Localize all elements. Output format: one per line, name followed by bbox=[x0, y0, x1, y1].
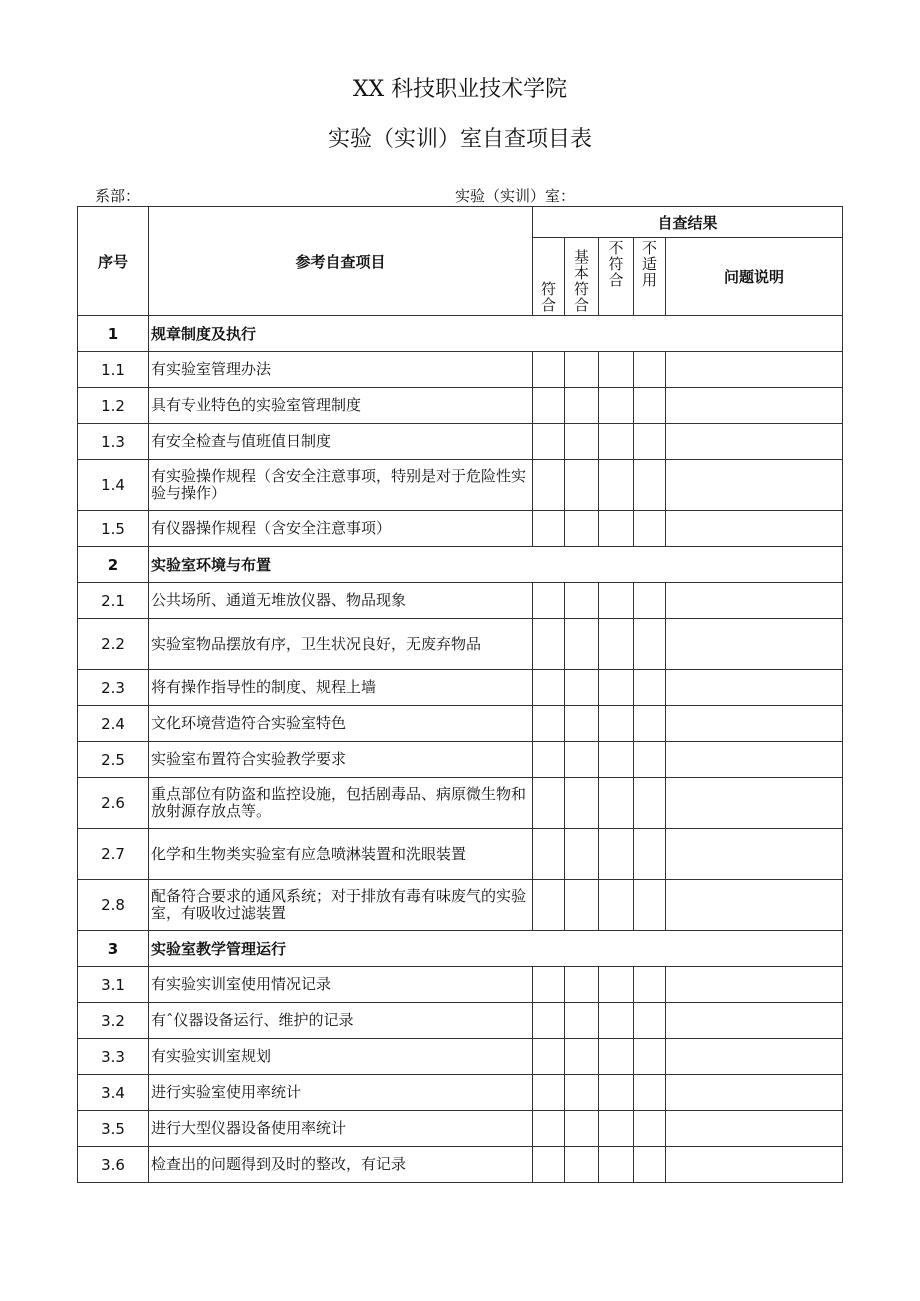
basic-conform-cell[interactable] bbox=[565, 742, 599, 778]
section-title: 实验室教学管理运行 bbox=[149, 931, 843, 967]
nonconform-cell[interactable] bbox=[599, 670, 634, 706]
item-number: 3.2 bbox=[78, 1003, 149, 1039]
basic-conform-cell[interactable] bbox=[565, 1075, 599, 1111]
item-number: 3.3 bbox=[78, 1039, 149, 1075]
table-row bbox=[78, 583, 843, 619]
nonconform-cell[interactable] bbox=[599, 460, 634, 511]
table-row bbox=[78, 670, 843, 706]
conform-cell[interactable] bbox=[533, 880, 565, 931]
nonconform-cell[interactable] bbox=[599, 829, 634, 880]
nonconform-cell[interactable] bbox=[599, 742, 634, 778]
item-number: 3.6 bbox=[78, 1147, 149, 1183]
conform-cell[interactable] bbox=[533, 706, 565, 742]
not-applicable-cell[interactable] bbox=[634, 1111, 666, 1147]
section-title: 实验室环境与布置 bbox=[149, 547, 843, 583]
not-applicable-cell[interactable] bbox=[634, 583, 666, 619]
not-applicable-cell[interactable] bbox=[634, 388, 666, 424]
table-row bbox=[78, 1003, 843, 1039]
conform-cell[interactable] bbox=[533, 1039, 565, 1075]
not-applicable-cell[interactable] bbox=[634, 1075, 666, 1111]
self-check-table bbox=[77, 206, 843, 1183]
section-row bbox=[78, 931, 843, 967]
basic-conform-cell[interactable] bbox=[565, 1147, 599, 1183]
conform-cell[interactable] bbox=[533, 583, 565, 619]
basic-conform-cell[interactable] bbox=[565, 829, 599, 880]
section-number: 3 bbox=[78, 931, 149, 967]
item-number: 2.3 bbox=[78, 670, 149, 706]
nonconform-cell[interactable] bbox=[599, 967, 634, 1003]
not-applicable-header: 不适用 bbox=[634, 238, 666, 316]
item-number: 1.2 bbox=[78, 388, 149, 424]
note-cell[interactable] bbox=[666, 1147, 843, 1183]
table-row bbox=[78, 829, 843, 880]
note-cell[interactable] bbox=[666, 880, 843, 931]
nonconform-cell[interactable] bbox=[599, 352, 634, 388]
conform-cell[interactable] bbox=[533, 352, 565, 388]
item-number: 1.4 bbox=[78, 460, 149, 511]
not-applicable-cell[interactable] bbox=[634, 511, 666, 547]
form-title: 实验（实训）室自查项目表 bbox=[327, 127, 592, 152]
not-applicable-cell[interactable] bbox=[634, 1147, 666, 1183]
item-text: 重点部位有防盗和监控设施，包括剧毒品、病原微生物和放射源存放点等。 bbox=[149, 778, 533, 829]
item-text: 配备符合要求的通风系统；对于排放有毒有味废气的实验室，有吸收过滤装置 bbox=[149, 880, 533, 931]
table-row bbox=[78, 1111, 843, 1147]
table-row bbox=[78, 967, 843, 1003]
nonconform-cell[interactable] bbox=[599, 1039, 634, 1075]
conform-cell[interactable] bbox=[533, 424, 565, 460]
nonconform-header: 不符合 bbox=[599, 238, 634, 316]
not-applicable-cell[interactable] bbox=[634, 742, 666, 778]
note-cell[interactable] bbox=[666, 706, 843, 742]
table-row bbox=[78, 742, 843, 778]
item-text: 有实验室管理办法 bbox=[149, 352, 533, 388]
conform-cell[interactable] bbox=[533, 670, 565, 706]
conform-cell[interactable] bbox=[533, 619, 565, 670]
item-number: 2.7 bbox=[78, 829, 149, 880]
note-cell[interactable] bbox=[666, 460, 843, 511]
item-number: 3.1 bbox=[78, 967, 149, 1003]
item-text: 公共场所、通道无堆放仪器、物品现象 bbox=[149, 583, 533, 619]
section-number: 2 bbox=[78, 547, 149, 583]
school-name: XX 科技职业技术学院 bbox=[352, 77, 568, 102]
basic-conform-cell[interactable] bbox=[565, 670, 599, 706]
note-cell[interactable] bbox=[666, 829, 843, 880]
not-applicable-cell[interactable] bbox=[634, 424, 666, 460]
basic-conform-cell[interactable] bbox=[565, 424, 599, 460]
item-number: 2.4 bbox=[78, 706, 149, 742]
section-number: 1 bbox=[78, 316, 149, 352]
nonconform-cell[interactable] bbox=[599, 1111, 634, 1147]
not-applicable-cell[interactable] bbox=[634, 829, 666, 880]
department-label: 系部： bbox=[95, 187, 141, 205]
conform-cell[interactable] bbox=[533, 1075, 565, 1111]
table-row bbox=[78, 778, 843, 829]
note-cell[interactable] bbox=[666, 583, 843, 619]
conform-cell[interactable] bbox=[533, 460, 565, 511]
item-number: 2.1 bbox=[78, 583, 149, 619]
item-number: 1.5 bbox=[78, 511, 149, 547]
basic-conform-cell[interactable] bbox=[565, 388, 599, 424]
nonconform-cell[interactable] bbox=[599, 1147, 634, 1183]
item-text: 实验室布置符合实验教学要求 bbox=[149, 742, 533, 778]
note-cell[interactable] bbox=[666, 1111, 843, 1147]
item-number: 2.8 bbox=[78, 880, 149, 931]
basic-conform-cell[interactable] bbox=[565, 352, 599, 388]
item-number: 2.2 bbox=[78, 619, 149, 670]
basic-conform-cell[interactable] bbox=[565, 619, 599, 670]
not-applicable-cell[interactable] bbox=[634, 1039, 666, 1075]
nonconform-cell[interactable] bbox=[599, 583, 634, 619]
item-text: 文化环境营造符合实验室特色 bbox=[149, 706, 533, 742]
section-row bbox=[78, 316, 843, 352]
nonconform-cell[interactable] bbox=[599, 706, 634, 742]
result-group-header: 自查结果 bbox=[533, 207, 843, 238]
item-text: 有实验实训室使用情况记录 bbox=[149, 967, 533, 1003]
item-text: 实验室物品摆放有序，卫生状况良好，无废弃物品 bbox=[149, 619, 533, 670]
nonconform-cell[interactable] bbox=[599, 1003, 634, 1039]
item-text: 进行实验室使用率统计 bbox=[149, 1075, 533, 1111]
item-text: 有实验操作规程（含安全注意事项，特别是对于危险性实验与操作） bbox=[149, 460, 533, 511]
nonconform-cell[interactable] bbox=[599, 619, 634, 670]
conform-cell[interactable] bbox=[533, 778, 565, 829]
item-number: 1.3 bbox=[78, 424, 149, 460]
note-cell[interactable] bbox=[666, 1003, 843, 1039]
item-text: 有安全检查与值班值日制度 bbox=[149, 424, 533, 460]
note-header: 问题说明 bbox=[666, 238, 843, 316]
item-text: 有ˆ仪器设备运行、维护的记录 bbox=[149, 1003, 533, 1039]
section-title: 规章制度及执行 bbox=[149, 316, 843, 352]
conform-cell[interactable] bbox=[533, 1003, 565, 1039]
basic-conform-cell[interactable] bbox=[565, 778, 599, 829]
conform-header: 符合 bbox=[533, 238, 565, 316]
item-number: 3.5 bbox=[78, 1111, 149, 1147]
table-row bbox=[78, 388, 843, 424]
nonconform-cell[interactable] bbox=[599, 778, 634, 829]
basic-conform-cell[interactable] bbox=[565, 583, 599, 619]
seq-header: 序号 bbox=[78, 207, 149, 316]
conform-cell[interactable] bbox=[533, 1147, 565, 1183]
conform-cell[interactable] bbox=[533, 1111, 565, 1147]
not-applicable-cell[interactable] bbox=[634, 967, 666, 1003]
lab-label: 实验（实训）室： bbox=[455, 187, 576, 205]
item-text: 有实验实训室规划 bbox=[149, 1039, 533, 1075]
conform-cell[interactable] bbox=[533, 388, 565, 424]
table-row bbox=[78, 880, 843, 931]
basic-conform-cell[interactable] bbox=[565, 967, 599, 1003]
table-row bbox=[78, 511, 843, 547]
note-cell[interactable] bbox=[666, 1075, 843, 1111]
table-row bbox=[78, 1147, 843, 1183]
item-header: 参考自查项目 bbox=[149, 207, 533, 316]
table-row bbox=[78, 706, 843, 742]
nonconform-cell[interactable] bbox=[599, 1075, 634, 1111]
table-row bbox=[78, 1039, 843, 1075]
not-applicable-cell[interactable] bbox=[634, 1003, 666, 1039]
note-cell[interactable] bbox=[666, 619, 843, 670]
basic-conform-cell[interactable] bbox=[565, 1003, 599, 1039]
item-number: 2.5 bbox=[78, 742, 149, 778]
table-row bbox=[78, 460, 843, 511]
table-row bbox=[78, 424, 843, 460]
item-text: 将有操作指导性的制度、规程上墙 bbox=[149, 670, 533, 706]
table-row bbox=[78, 619, 843, 670]
item-text: 化学和生物类实验室有应急喷淋装置和洗眼装置 bbox=[149, 829, 533, 880]
basic-conform-cell[interactable] bbox=[565, 706, 599, 742]
item-number: 1.1 bbox=[78, 352, 149, 388]
conform-cell[interactable] bbox=[533, 829, 565, 880]
nonconform-cell[interactable] bbox=[599, 424, 634, 460]
basic-conform-cell[interactable] bbox=[565, 460, 599, 511]
not-applicable-cell[interactable] bbox=[634, 352, 666, 388]
note-cell[interactable] bbox=[666, 967, 843, 1003]
not-applicable-cell[interactable] bbox=[634, 880, 666, 931]
not-applicable-cell[interactable] bbox=[634, 619, 666, 670]
item-text: 检查出的问题得到及时的整改，有记录 bbox=[149, 1147, 533, 1183]
not-applicable-cell[interactable] bbox=[634, 778, 666, 829]
item-text: 有仪器操作规程（含安全注意事项） bbox=[149, 511, 533, 547]
note-cell[interactable] bbox=[666, 388, 843, 424]
item-text: 具有专业特色的实验室管理制度 bbox=[149, 388, 533, 424]
note-cell[interactable] bbox=[666, 670, 843, 706]
note-cell[interactable] bbox=[666, 1039, 843, 1075]
nonconform-cell[interactable] bbox=[599, 511, 634, 547]
note-cell[interactable] bbox=[666, 511, 843, 547]
section-row bbox=[78, 547, 843, 583]
item-text: 进行大型仪器设备使用率统计 bbox=[149, 1111, 533, 1147]
note-cell[interactable] bbox=[666, 424, 843, 460]
conform-cell[interactable] bbox=[533, 967, 565, 1003]
basic-conform-cell[interactable] bbox=[565, 1111, 599, 1147]
not-applicable-cell[interactable] bbox=[634, 706, 666, 742]
item-number: 2.6 bbox=[78, 778, 149, 829]
not-applicable-cell[interactable] bbox=[634, 460, 666, 511]
header-row-1 bbox=[78, 207, 843, 238]
basic-conform-cell[interactable] bbox=[565, 511, 599, 547]
note-cell[interactable] bbox=[666, 352, 843, 388]
table-row bbox=[78, 1075, 843, 1111]
basic-conform-header: 基本符合 bbox=[565, 238, 599, 316]
nonconform-cell[interactable] bbox=[599, 388, 634, 424]
conform-cell[interactable] bbox=[533, 742, 565, 778]
conform-cell[interactable] bbox=[533, 511, 565, 547]
basic-conform-cell[interactable] bbox=[565, 1039, 599, 1075]
nonconform-cell[interactable] bbox=[599, 880, 634, 931]
note-cell[interactable] bbox=[666, 778, 843, 829]
table-row bbox=[78, 352, 843, 388]
basic-conform-cell[interactable] bbox=[565, 880, 599, 931]
note-cell[interactable] bbox=[666, 742, 843, 778]
item-number: 3.4 bbox=[78, 1075, 149, 1111]
not-applicable-cell[interactable] bbox=[634, 670, 666, 706]
